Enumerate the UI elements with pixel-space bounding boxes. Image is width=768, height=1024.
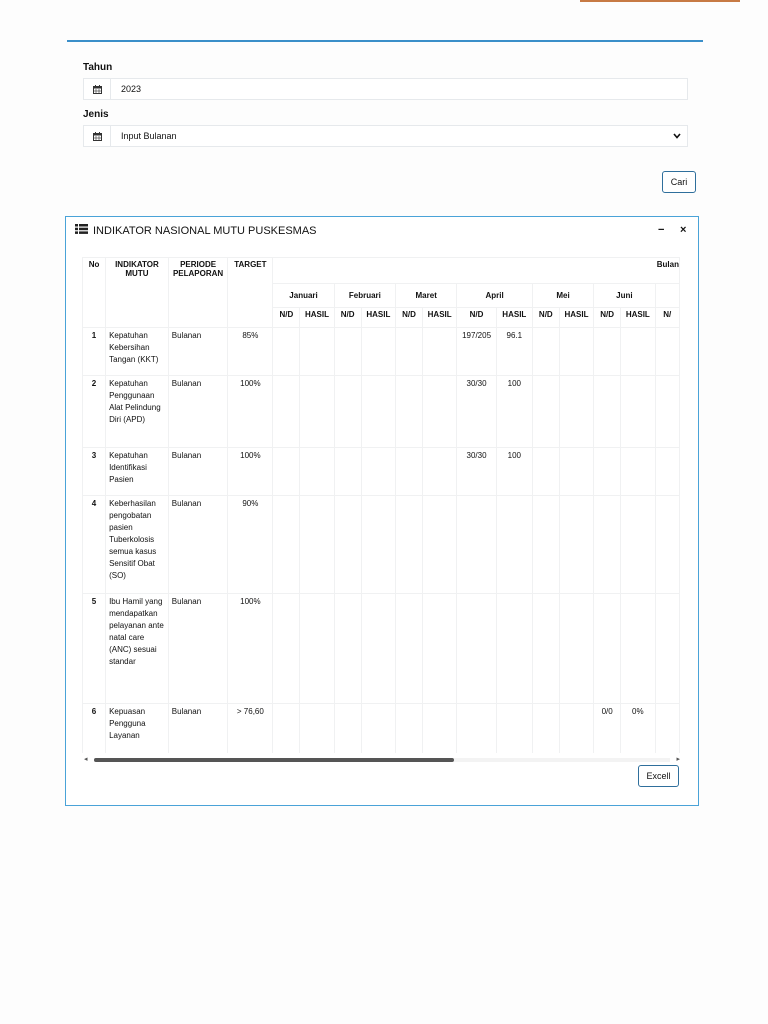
cell-nd — [532, 376, 559, 448]
cell-nd — [457, 594, 496, 704]
panel-title: INDIKATOR NASIONAL MUTU PUSKESMAS — [93, 224, 317, 237]
header-month: April — [457, 284, 533, 308]
cell-hasil — [496, 496, 532, 594]
cell-hasil — [559, 448, 593, 496]
cell-hasil — [361, 376, 395, 448]
header-bulan: Bulan — [273, 258, 680, 284]
cell-nd — [594, 448, 621, 496]
scrollbar-thumb[interactable] — [94, 758, 454, 762]
horizontal-scrollbar[interactable] — [84, 757, 680, 763]
cell-periode: Bulanan — [168, 594, 228, 704]
cell-hasil — [621, 448, 655, 496]
header-month-partial — [655, 284, 679, 308]
header-target: TARGET — [228, 258, 273, 328]
cell-nd — [396, 704, 423, 754]
cell-nd — [273, 496, 300, 594]
table-body — [83, 328, 680, 754]
cell-nd — [396, 448, 423, 496]
cell-target: > 76,60 — [228, 704, 273, 754]
cell-target: 90% — [228, 496, 273, 594]
cell-partial — [655, 594, 679, 704]
cell-nd — [396, 376, 423, 448]
cell-hasil — [559, 704, 593, 754]
cell-nd: 30/30 — [457, 376, 496, 448]
cell-nd — [532, 328, 559, 376]
header-hasil: HASIL — [300, 308, 334, 328]
cell-hasil — [361, 496, 395, 594]
cell-hasil — [361, 704, 395, 754]
calendar-icon — [84, 79, 111, 99]
close-button[interactable]: × — [680, 224, 687, 236]
cell-hasil — [422, 496, 456, 594]
tahun-value: 2023 — [121, 84, 142, 94]
cell-hasil — [559, 496, 593, 594]
cell-nd — [396, 594, 423, 704]
header-nd: N/D — [273, 308, 300, 328]
header-indikator: INDIKATOR MUTU — [106, 258, 169, 328]
cell-hasil — [422, 448, 456, 496]
table-scroll-area[interactable] — [82, 257, 680, 753]
cari-button[interactable]: Cari — [662, 171, 696, 193]
cell-partial — [655, 328, 679, 376]
cell-hasil — [559, 594, 593, 704]
cell-hasil: 100 — [496, 448, 532, 496]
jenis-value: Input Bulanan — [121, 131, 177, 141]
header-nd-partial: N/ — [655, 308, 679, 328]
cell-nd — [457, 704, 496, 754]
header-month: Juni — [594, 284, 655, 308]
cell-hasil — [422, 328, 456, 376]
header-nd: N/D — [594, 308, 621, 328]
cell-nd — [532, 594, 559, 704]
cell-partial — [655, 704, 679, 754]
calendar-icon — [84, 126, 111, 146]
top-edge-stripe — [580, 0, 740, 2]
chevron-down-icon[interactable] — [667, 131, 687, 142]
header-hasil: HASIL — [496, 308, 532, 328]
cell-hasil — [559, 328, 593, 376]
header-hasil: HASIL — [621, 308, 655, 328]
cell-no: 2 — [83, 376, 106, 448]
cell-hasil — [300, 704, 334, 754]
jenis-select[interactable] — [83, 125, 688, 147]
cell-target: 85% — [228, 328, 273, 376]
cell-hasil — [621, 496, 655, 594]
cell-target: 100% — [228, 594, 273, 704]
cell-periode: Bulanan — [168, 328, 228, 376]
cell-nd — [594, 496, 621, 594]
cell-hasil — [621, 594, 655, 704]
cell-indikator: Kepatuhan Identifikasi Pasien — [106, 448, 169, 496]
cell-nd — [273, 704, 300, 754]
cell-nd — [594, 328, 621, 376]
cell-hasil — [422, 704, 456, 754]
jenis-label: Jenis — [83, 109, 109, 120]
cell-nd — [273, 376, 300, 448]
cell-periode: Bulanan — [168, 704, 228, 754]
cell-nd — [334, 328, 361, 376]
cell-hasil: 100 — [496, 376, 532, 448]
tahun-label: Tahun — [83, 62, 113, 73]
cell-partial — [655, 376, 679, 448]
header-month: Januari — [273, 284, 334, 308]
cell-nd — [334, 448, 361, 496]
cell-indikator: Ibu Hamil yang mendapatkan pelayanan ante natal care (ANC) sesuai standar — [106, 594, 169, 704]
header-hasil: HASIL — [422, 308, 456, 328]
minimize-button[interactable]: − — [658, 224, 665, 236]
cell-indikator: Kepuasan Pengguna Layanan — [106, 704, 169, 754]
header-nd: N/D — [396, 308, 423, 328]
cell-nd: 30/30 — [457, 448, 496, 496]
cell-hasil — [361, 448, 395, 496]
indikator-table — [82, 257, 680, 753]
cell-nd — [532, 704, 559, 754]
cell-hasil — [361, 328, 395, 376]
cell-nd — [594, 376, 621, 448]
header-no: No — [83, 258, 106, 328]
cell-nd — [532, 496, 559, 594]
cell-nd: 197/205 — [457, 328, 496, 376]
header-month: Mei — [532, 284, 593, 308]
header-hasil: HASIL — [361, 308, 395, 328]
tahun-field[interactable] — [83, 78, 688, 100]
cell-no: 3 — [83, 448, 106, 496]
table-row — [83, 448, 680, 496]
cell-nd — [334, 594, 361, 704]
cell-hasil — [496, 704, 532, 754]
header-month: Februari — [334, 284, 395, 308]
cell-hasil — [559, 376, 593, 448]
cell-partial — [655, 496, 679, 594]
cell-hasil — [621, 376, 655, 448]
panel-header — [75, 224, 317, 237]
cell-hasil — [300, 448, 334, 496]
cell-no: 1 — [83, 328, 106, 376]
cell-nd — [334, 376, 361, 448]
header-periode: PERIODE PELAPORAN — [168, 258, 228, 328]
header-hasil: HASIL — [559, 308, 593, 328]
cell-periode: Bulanan — [168, 448, 228, 496]
cell-hasil — [422, 594, 456, 704]
cell-nd — [532, 448, 559, 496]
cell-hasil — [300, 496, 334, 594]
cell-hasil — [621, 328, 655, 376]
table-row — [83, 594, 680, 704]
cell-indikator: Keberhasilan pengobatan pasien Tuberkolosis semua kasus Sensitif Obat (SO) — [106, 496, 169, 594]
cell-nd: 0/0 — [594, 704, 621, 754]
cell-target: 100% — [228, 376, 273, 448]
header-divider — [67, 40, 703, 42]
cell-target: 100% — [228, 448, 273, 496]
cell-partial — [655, 448, 679, 496]
cell-indikator: Kepatuhan Penggunaan Alat Pelindung Diri (APD) — [106, 376, 169, 448]
table-row — [83, 496, 680, 594]
cell-periode: Bulanan — [168, 376, 228, 448]
cell-nd — [273, 448, 300, 496]
scroll-left-icon[interactable]: ◂ — [84, 756, 88, 763]
table-row — [83, 328, 680, 376]
cell-periode: Bulanan — [168, 496, 228, 594]
cell-hasil — [300, 376, 334, 448]
table-row — [83, 376, 680, 448]
cell-nd — [594, 594, 621, 704]
cell-nd — [334, 704, 361, 754]
cell-nd — [396, 328, 423, 376]
cell-indikator: Kepatuhan Kebersihan Tangan (KKT) — [106, 328, 169, 376]
cell-no: 5 — [83, 594, 106, 704]
cell-hasil — [496, 594, 532, 704]
cell-hasil — [422, 376, 456, 448]
cell-nd — [273, 594, 300, 704]
cell-hasil — [300, 594, 334, 704]
cell-nd — [396, 496, 423, 594]
scroll-right-icon[interactable]: ▸ — [676, 756, 680, 763]
cell-hasil: 96.1 — [496, 328, 532, 376]
header-nd: N/D — [457, 308, 496, 328]
header-nd: N/D — [532, 308, 559, 328]
cell-nd — [334, 496, 361, 594]
grid-icon — [75, 224, 88, 237]
cell-no: 6 — [83, 704, 106, 754]
table-row — [83, 704, 680, 754]
header-month: Maret — [396, 284, 457, 308]
indikator-panel — [65, 216, 699, 806]
cell-nd — [457, 496, 496, 594]
cell-hasil — [300, 328, 334, 376]
excel-button[interactable]: Excell — [638, 765, 679, 787]
cell-no: 4 — [83, 496, 106, 594]
cell-nd — [273, 328, 300, 376]
header-nd: N/D — [334, 308, 361, 328]
cell-hasil: 0% — [621, 704, 655, 754]
cell-hasil — [361, 594, 395, 704]
